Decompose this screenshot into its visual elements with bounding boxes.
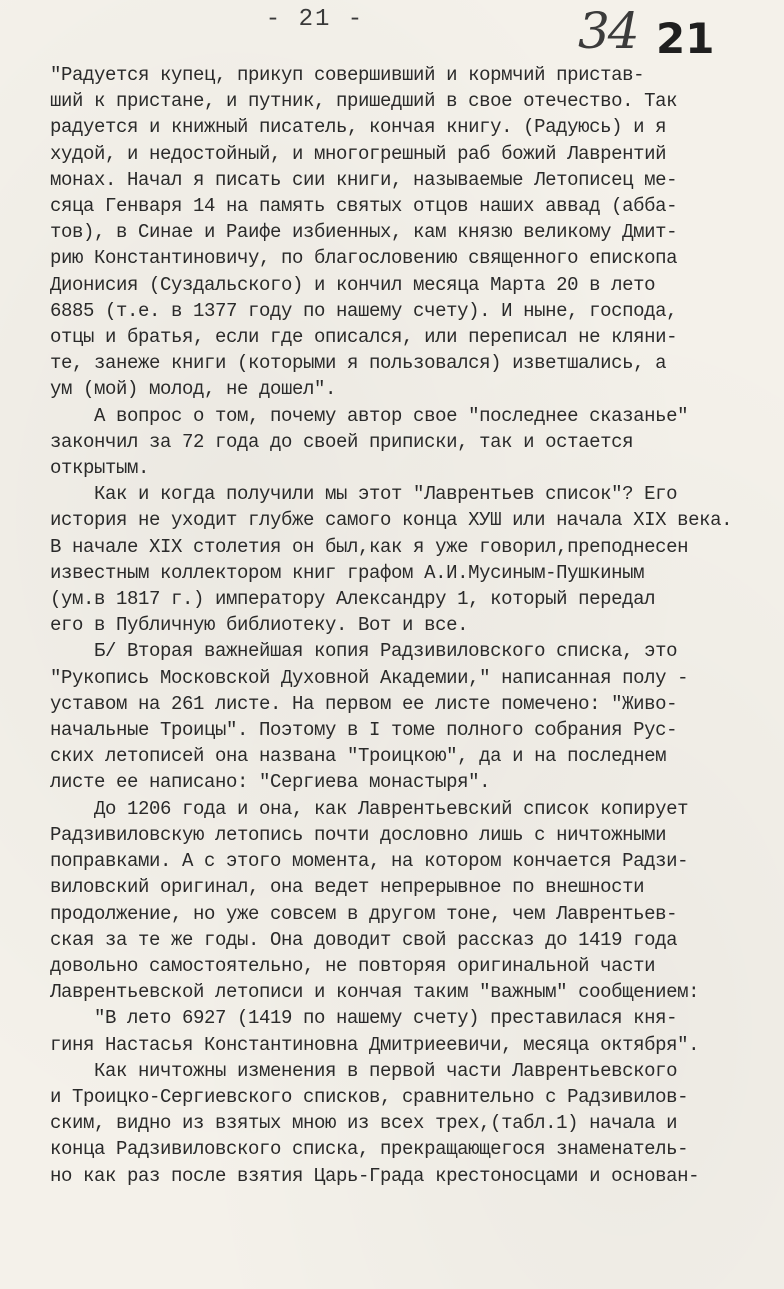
text-line: Как и когда получили мы этот "Лаврентьев список"? Его (50, 483, 678, 506)
text-line: те, занеже книги (которыми я пользовался) изветшались, а (50, 352, 667, 375)
text-line: отцы и братья, если где описался, или переписал не кляни- (50, 326, 678, 349)
text-line: сяца Генваря 14 на память святых отцов наших аввад (абба- (50, 195, 678, 218)
paragraph-comparison (50, 1058, 784, 1189)
text-line: Как ничтожны изменения в первой части Лаврентьевского (50, 1059, 678, 1082)
text-line: Радзивиловскую летопись почти дословно лишь с ничтожными (50, 823, 667, 846)
paragraph-quote-6927 (50, 1005, 784, 1057)
text-line: продолжение, но уже совсем в другом тоне, чем Лаврентьев- (50, 902, 678, 925)
text-line: ум (мой) молод, не дошел". (50, 378, 337, 401)
text-line: ший к пристане, и путник, пришедший в свое отечество. Так (50, 90, 678, 113)
text-line: рию Константиновичу, по благословению священного епископа (50, 247, 678, 270)
text-line: уставом на 261 листе. На первом ее листе помечено: "Живо- (50, 692, 678, 715)
text-line: и Троицко-Сергиевского списков, сравнительно с Радзивилов- (50, 1085, 689, 1108)
text-line: закончил за 72 года до своей приписки, так и остается (50, 430, 634, 453)
text-line: (ум.в 1817 г.) императору Александру 1, который передал (50, 588, 656, 611)
text-line: До 1206 года и она, как Лаврентьевский список копирует (50, 797, 689, 820)
text-line: 6885 (т.е. в 1377 году по нашему счету). И ныне, господа, (50, 299, 678, 322)
page-marker: - 21 - (265, 6, 365, 33)
text-line: худой, и недостойный, и многогрешный раб божий Лаврентий (50, 142, 667, 165)
text-line: ским, видно из взятых мною из всех трех,(табл.1) начала и (50, 1112, 678, 1135)
text-line: листе ее написано: "Сергиева монастыря". (50, 771, 491, 794)
text-line: "Радуется купец, прикуп совершивший и кормчий пристав- (50, 64, 645, 86)
document-body (50, 62, 784, 1189)
text-line: его в Публичную библиотеку. Вот и все. (50, 614, 469, 637)
text-line: А вопрос о том, почему автор свое "последнее сказанье" (50, 404, 689, 427)
text-line: гиня Настасья Константиновна Дмитриеевичи, месяца октября". (50, 1033, 700, 1056)
paragraph-history (50, 481, 784, 638)
text-line: известным коллектором книг графом А.И.Мусиным-Пушкиным (50, 561, 645, 584)
text-line: Б/ Вторая важнейшая копия Радзивиловского списка, это (50, 640, 678, 663)
text-line: довольно самостоятельно, не повторяя оригинальной части (50, 954, 656, 977)
text-line: конца Радзивиловского списка, прекращающегося знаменатель- (50, 1138, 689, 1161)
text-line: открытым. (50, 457, 150, 480)
text-line: поправками. А с этого момента, на котором кончается Радзи- (50, 850, 689, 873)
paragraph-until-1206 (50, 796, 784, 1006)
text-line: "В лето 6927 (1419 по нашему счету) преставилася кня- (50, 1007, 678, 1030)
paragraph-second-copy (50, 638, 784, 795)
page-stamp: 21 (656, 14, 715, 63)
text-line: В начале XIX столетия он был,как я уже говорил,преподнесен (50, 535, 689, 558)
paragraph-question (50, 403, 784, 482)
text-line: виловский оригинал, она ведет непрерывное по внешности (50, 876, 645, 899)
text-line: тов), в Синае и Раифе избиенных, кам князю великому Дмит- (50, 221, 678, 244)
text-line: Лаврентьевской летописи и кончая таким "важным" сообщением: (50, 981, 700, 1004)
text-line: монах. Начал я писать сии книги, называемые Летописец ме- (50, 168, 678, 191)
text-line: Дионисия (Суздальского) и кончил месяца Марта 20 в лето (50, 273, 656, 296)
handwritten-number: 34 (578, 2, 638, 60)
text-line: ская за те же годы. Она доводит свой рассказ до 1419 года (50, 928, 678, 951)
text-line: "Рукопись Московской Духовной Академии," написанная полу - (50, 666, 689, 689)
text-line: ских летописей она названа "Троицкою", да и на последнем (50, 745, 667, 768)
text-line: но как раз после взятия Царь-Града крестоносцами и основан- (50, 1164, 700, 1187)
text-line: начальные Троицы". Поэтому в I томе полного собрания Рус- (50, 719, 678, 742)
text-line: история не уходит глубже самого конца ХУШ или начала XIX века. (50, 509, 733, 532)
paragraph-quote (50, 62, 784, 403)
text-line: радуется и книжный писатель, кончая книгу. (Радуюсь) и я (50, 116, 667, 139)
